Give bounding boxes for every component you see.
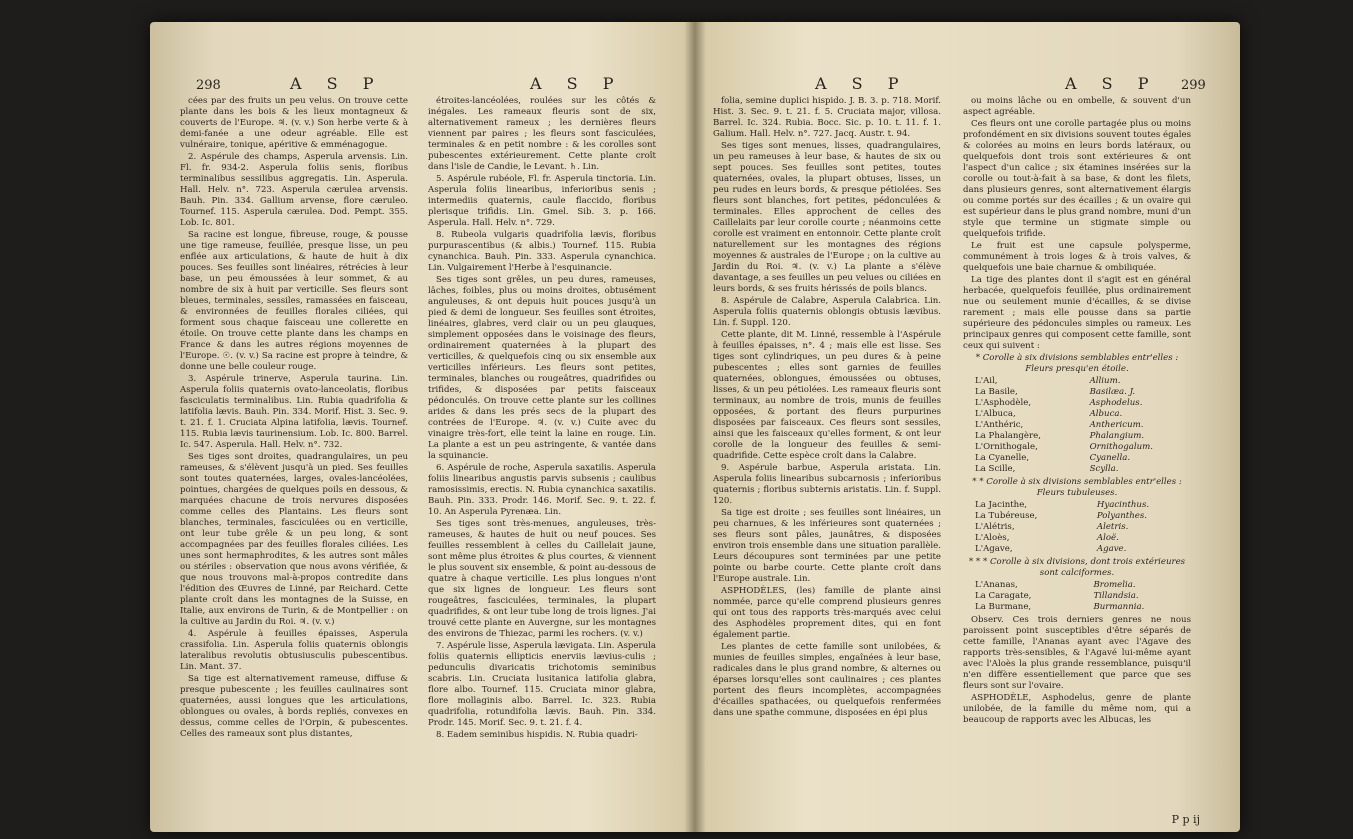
genus-french-name: La Burmane, <box>975 602 1032 612</box>
genus-latin-name: Hyacinthus. <box>1096 500 1150 510</box>
genus-list <box>963 580 1191 613</box>
genus-latin-name: Albuca. <box>1089 409 1123 419</box>
signature-mark: P p ij <box>1171 813 1200 826</box>
group-heading: * * * Corolle à six divisions, dont trois extérieures sont calciformes. <box>968 557 1186 578</box>
genus-latin-name: Basilæa. J. <box>1089 387 1136 397</box>
genus-french-name: La Basile, <box>975 387 1018 397</box>
genus-row <box>963 464 1191 475</box>
genus-latin-name: Allium. <box>1089 376 1121 386</box>
genus-latin-name: Tillandsia. <box>1093 591 1139 601</box>
paragraph: folia, semine duplici hispido. J. B. 3. p. 718. Morif. Hist. 3. Sec. 9. t. 21. f. 5. Cruciata major, villosa. Barrel. Ic. 324. Rubia. Bocc. Sic. p. 10. t. 11. f. 1. Galium. Hall. Helv. n°. 727. Jacq. Austr. t. 94. <box>713 96 941 139</box>
genus-latin-name: Asphodelus. <box>1089 398 1143 408</box>
genus-row <box>963 544 1191 555</box>
genus-list <box>963 500 1191 555</box>
running-head: A S P <box>530 74 624 93</box>
genus-french-name: L'Anthéric, <box>975 420 1024 430</box>
genus-french-name: L'Aloès, <box>975 533 1010 543</box>
genus-latin-name: Anthericum. <box>1089 420 1144 430</box>
genus-latin-name: Aloë. <box>1096 533 1119 543</box>
genus-row <box>963 580 1191 591</box>
genus-latin-name: Polyanthes. <box>1096 511 1147 521</box>
genus-french-name: L'Asphodèle, <box>975 398 1032 408</box>
book-spread <box>150 22 1240 832</box>
genus-french-name: La Jacinthe, <box>975 500 1028 510</box>
genus-french-name: La Scille, <box>975 464 1016 474</box>
genus-row <box>963 522 1191 533</box>
genus-french-name: La Cyanelle, <box>975 453 1030 463</box>
paragraph: 3. Aspérule trinerve, Asperula taurina. Lin. Asperula foliis quaternis ovato-lanceolatis, floribus fasciculatis terminalibus. Lin. Rubia quadrifolia & latifolia lævis. Bauh. Pin. 334. Morif. Hist. 3. Sec. 9. t. 21. f. 1. Cruciata Alpina latifolia, lævis. Tournef. 115. Rubia lævis taurinensium. Lob. Ic. 800. Barrel. Ic. 547. Asperula. Hall. Helv. n°. 732. <box>180 374 408 450</box>
genus-latin-name: Bromelia. <box>1093 580 1136 590</box>
genus-french-name: La Caragate, <box>975 591 1032 601</box>
paragraph: cées par des fruits un peu velus. On trouve cette plante dans les bois & les lieux montagneux & couverts de l'Europe. ♃. (v. v.) Son herbe verte & à demi-fanée a une odeur agréable. Elle est vulnéraire, tonique, apéritive & emménagogue. <box>180 96 408 150</box>
paragraph: Ses tiges sont très-menues, anguleuses, très-rameuses, & hautes de huit ou neuf pouces. Ses feuilles ressemblent à celles du Caillelait jaune, sont même plus étroites & plus courtes, & viennent le plus souvent six ensemble, & point au-dessous de quatre à chaque verticille. Les plus longues n'ont que six lignes de longueur. Les fleurs sont rougeâtres, fasciculées, terminales, la plupart quadrifides, & ont leur tube long de trois lignes. J'ai trouvé cette plante en Auvergne, sur les montagnes des environs de Thiezac, parmi les rochers. (v. v.) <box>428 519 656 639</box>
paragraph: 8. Eadem seminibus hispidis. N. Rubia quadri- <box>436 730 638 740</box>
running-head: A S P <box>815 74 909 93</box>
genus-row <box>963 500 1191 511</box>
paragraph: Ses tiges sont droites, quadrangulaires, un peu rameuses, & s'élèvent jusqu'à un pied. Ses feuilles sont toutes quaternées, larges, ovales-lancéolées, pointues, chargées de quelques poils en dessous, & marquées chacune de trois nervures disposées comme celles des Plantains. Les fleurs sont blanches, terminales, fasciculées ou en verticille, ont leur tube grêle & un peu long, & sont accompagnées par des feuilles florales ciliées. Les unes sont hermaphrodites, & les autres sont mâles ou stériles : observation que nous avons vérifiée, & que nous trouvons mal-à-propos contredite dans l'édition des Œuvres de Linné, par Reichard. Cette plante croît dans les montagnes de la Suisse, en Italie, aux environs de Turin, & de Montpellier : on la cultive au Jardin du Roi. ♃. (v. v.) <box>180 452 408 627</box>
genus-latin-name: Agave. <box>1096 544 1127 554</box>
genus-row <box>963 602 1191 613</box>
paragraph: 2. Aspérule des champs, Asperula arvensis. Lin. Fl. fr. 934-2. Asperula foliis senis, floribus terminalibus sessilibus aggregatis. Lin. Asperula. Hall. Helv. n°. 723. Asperula cærulea arvensis. Bauh. Pin. 334. Gallium arvense, flore cæruleo. Tournef. 115. Asperula cærulea. Dod. Pempt. 355. Lob. Ic. 801. <box>180 152 408 228</box>
paragraph: 8. Rubeola vulgaris quadrifolia lævis, floribus purpurascentibus (& albis.) Tournef. 115. Rubia cynanchica. Bauh. Pin. 333. Asperula cynanchica. Lin. Vulgairement l'Herbe à l'esquinancie. <box>428 230 656 273</box>
paragraph: Observ. Ces trois derniers genres ne nous paroissent point susceptibles d'être séparés de cette famille, l'Ananas ayant avec l'Agave des rapports très-sensibles, & l'Agavé lui-même ayant avec l'Aloès la plus grande ressemblance, puisqu'il n'en diffère essentiellement que parce que ses fleurs sont sur l'ovaire. <box>963 615 1191 691</box>
genus-french-name: L'Agave, <box>975 544 1013 554</box>
paragraph: Les plantes de cette famille sont unilobées, & munies de feuilles simples, engaînées à leur base, radicales dans le plus grand nombre, & alternes ou éparses lorsqu'elles sont caulinaires ; ces plantes portent des fleurs incomplètes, accompagnées d'écailles spathacées, ou quelquefois renfermées dans une spathe commune, disposées en épi plus <box>713 642 941 718</box>
text-column <box>963 96 1191 727</box>
genus-row <box>963 387 1191 398</box>
genus-latin-name: Phalangium. <box>1089 431 1145 441</box>
genus-row <box>963 453 1191 464</box>
genus-french-name: L'Ananas, <box>975 580 1018 590</box>
genus-latin-name: Scylla. <box>1089 464 1119 474</box>
page-number: 298 <box>196 78 221 93</box>
genus-french-name: L'Albuca, <box>975 409 1016 419</box>
running-head: A S P <box>290 74 384 93</box>
paragraph: Sa tige est droite ; ses feuilles sont linéaires, un peu charnues, & les inférieures sont quaternées ; ses fleurs sont pâles, jaunâtres, & disposées environ trois ensemble dans une situation parallèle. Leurs découpures sont terminées par une petite pointe ou barbe courte. Cette plante croît dans l'Europe australe. Lin. <box>713 508 941 584</box>
genus-french-name: La Tubéreuse, <box>975 511 1038 521</box>
paragraph: La tige des plantes dont il s'agit est en général herbacée, quelquefois feuillée, plus ordinairement nue ou seulement munie d'écailles, & se divise rarement ; mais elle pousse dans sa partie supérieure des pédoncules simples ou rameux. Les principaux genres qui composent cette famille, sont ceux qui suivent : <box>963 275 1191 351</box>
genus-french-name: L'Ail, <box>975 376 998 386</box>
paragraph: Ses tiges sont grêles, un peu dures, rameuses, lâches, foibles, plus ou moins droites, obtusément anguleuses, & ont depuis huit pouces jusqu'à un pied & demi de longueur. Ses feuilles sont étroites, linéaires, glabres, verd clair ou un peu glauques, simplement opposées dans le voisinage des fleurs, ordinairement quaternées à la plupart des verticilles, & quelquefois cinq ou six ensemble aux verticilles inférieurs. Les fleurs sont petites, terminales, blanches ou rougeâtres, quadrifides ou trifides, & disposées par petits faisceaux pédonculés. On trouve cette plante sur les collines arides & dans les prés secs de la plupart des contrées de l'Europe. ♃. (v. v.) Cuite avec du vinaigre très-fort, elle teint la laine en rouge. Lin. La plante a est un peu astringente, & vantée dans la squinancie. <box>428 275 656 461</box>
paragraph: 6. Aspérule de roche, Asperula saxatilis. Asperula foliis linearibus angustis parvis subsenis ; caulibus ramosissimis, erectis. N. Rubia cynanchica saxatilis. Bauh. Pin. 333. Prodr. 146. Morif. Sec. 9. t. 22. f. 10. An Asperula Pyrenæa. Lin. <box>428 463 656 517</box>
paragraph: 9. Aspérule barbue, Asperula aristata. Lin. Asperula foliis linearibus subcarnosis ; inferioribus quaternis ; floribus subternis aristatis. Lin. f. Suppl. 120. <box>713 463 941 506</box>
genus-row <box>963 442 1191 453</box>
genus-row <box>963 420 1191 431</box>
genus-latin-name: Aletris. <box>1096 522 1129 532</box>
genus-row <box>963 409 1191 420</box>
left-page <box>150 22 690 832</box>
right-page <box>695 22 1240 832</box>
genus-french-name: L'Ornithogale, <box>975 442 1038 452</box>
paragraph: 5. Aspérule rubéole, Fl. fr. Asperula tinctoria. Lin. Asperula foliis linearibus, inferioribus senis ; intermediis quaternis, caule flaccido, floribus plerisque trifidis. Lin. Gmel. Sib. 3. p. 166. Asperula. Hall. Helv. n°. 729. <box>428 174 656 228</box>
paragraph: 4. Aspérule à feuilles épaisses, Asperula crassifolia. Lin. Asperula foliis quaternis oblongis lateralibus revolutis obtusiusculis pubescentibus. Lin. Mant. 37. <box>180 629 408 672</box>
paragraph: Ses tiges sont menues, lisses, quadrangulaires, un peu rameuses à leur base, & hautes de six ou sept pouces. Ses feuilles sont petites, toutes quaternées, ovales, la plupart obtuses, lisses, un peu rudes en leurs bords, & presque pétiolées. Ses fleurs sont blanches, fort petites, pédonculées & terminales. Elles approchent de celles des Caillelaits par leur corolle courte ; néanmoins cette corolle est vraiment en entonnoir. Cette plante croît naturellement sur les montagnes des régions moyennes & australes de l'Europe ; on la cultive au Jardin du Roi. ♃. (v. v.) La plante a s'élève davantage, a ses feuilles un peu velues ou ciliées en leurs bords, & ses fruits hérissés de poils blancs. <box>713 141 941 294</box>
paragraph: étroites-lancéolées, roulées sur les côtés & inégales. Les rameaux fleuris sont de six, alternativement rameux ; les dernières fleurs viennent par paires ; les fleurs sont fasciculées, terminales & en petit nombre : & les corolles sont pubescentes extérieurement. Cette plante croît dans l'isle de Candie, le Levant. ♄. Lin. <box>428 96 656 172</box>
page-number: 299 <box>1181 78 1206 93</box>
genus-row <box>963 376 1191 387</box>
genus-row <box>963 511 1191 522</box>
paragraph: Sa racine est longue, fibreuse, rouge, & pousse une tige rameuse, feuillée, presque lisse, un peu enflée aux articulations, & haute de huit à dix pouces. Ses feuilles sont linéaires, rétrécies à leur base, un peu émoussées à leur sommet, & au nombre de six à huit par verticille. Ses fleurs sont bleues, terminales, sessiles, ramassées en faisceau, & environnées de feuilles florales ciliées, qui forment sous chaque faisceau une collerette en étoile. On trouve cette plante dans les champs en France & dans les autres régions moyennes de l'Europe. ☉. (v. v.) Sa racine est propre à teindre, & donne une belle couleur rouge. <box>180 230 408 372</box>
paragraph: ASPHODÈLES, (les) famille de plante ainsi nommée, parce qu'elle comprend plusieurs genres qui ont tous des rapports très-marqués avec celui des Asphodèles proprement dites, qui en font également partie. <box>713 586 941 640</box>
genus-row <box>963 533 1191 544</box>
genus-list <box>963 376 1191 475</box>
group-heading: * * Corolle à six divisions semblables entr'elles : Fleurs tubuleuses. <box>972 477 1182 498</box>
paragraph: Le fruit est une capsule polysperme, communément à trois loges & à trois valves, & quelquefois une baie charnue & ombiliquée. <box>963 241 1191 273</box>
text-column <box>180 96 408 741</box>
genus-row <box>963 431 1191 442</box>
genus-latin-name: Cyanella. <box>1089 453 1131 463</box>
text-column <box>713 96 941 720</box>
paragraph: ou moins lâche ou en ombelle, & souvent d'un aspect agréable. <box>963 96 1191 117</box>
group-heading: * Corolle à six divisions semblables entr'elles : Fleurs presqu'en étoile. <box>975 353 1179 374</box>
paragraph: 8. Aspérule de Calabre, Asperula Calabrica. Lin. Asperula foliis quaternis oblongis obtusis lævibus. Lin. f. Suppl. 120. <box>713 296 941 328</box>
genus-latin-name: Burmannia. <box>1093 602 1145 612</box>
paragraph: ASPHODÈLE, Asphodelus, genre de plante unilobée, de la famille du même nom, qui a beaucoup de rapports avec les Albucas, les <box>963 693 1191 725</box>
genus-french-name: L'Alétris, <box>975 522 1015 532</box>
paragraph: Ces fleurs ont une corolle partagée plus ou moins profondément en six divisions souvent toutes égales & colorées au moins en leurs bords latéraux, ou quelquefois dont trois sont extérieures & ont l'aspect d'un calice ; six étamines insérées sur la corolle ou tout-à-fait à sa base, & dont les filets, dans plusieurs genres, sont alternativement élargis ou comme portés sur des écailles ; & un ovaire qui est supérieur dans le plus grand nombre, muni d'un style que termine un stigmate simple ou quelquefois trifide. <box>963 119 1191 239</box>
genus-latin-name: Ornithogalum. <box>1089 442 1153 452</box>
running-head: A S P <box>1065 74 1159 93</box>
genus-row <box>963 398 1191 409</box>
paragraph: Cette plante, dit M. Linné, ressemble à l'Aspérule à feuilles épaisses, n°. 4 ; mais elle est lisse. Ses tiges sont cylindriques, un peu dures & à peine pubescentes ; elles sont garnies de feuilles quaternées, oblongues, émoussées ou obtuses, lisses, & un peu pétiolées. Les rameaux fleuris sont terminaux, au nombre de trois, munis de feuilles opposées, & portant des fleurs purpurines disposées par faisceaux. Ces fleurs sont sessiles, ainsi que les faisceaux qu'elles forment, & ont leur corolle de la longueur des feuilles & semi-quadrifide. Cette espèce croît dans la Calabre. <box>713 330 941 461</box>
genus-french-name: La Phalangère, <box>975 431 1041 441</box>
paragraph: 7. Aspérule lisse, Asperula lævigata. Lin. Asperula foliis quaternis ellipticis enerviis lævius-culis ; pedunculis divaricatis trichotomis seminibus scabris. Lin. Cruciata lusitanica latifolia glabra, flore albo. Tournef. 115. Cruciata minor glabra, flore mollaginis albo. Barrel. Ic. 323. Rubia quadrifolia, rotundifolia lævis. Bauh. Pin. 334. Prodr. 145. Morif. Sec. 9. t. 21. f. 4. <box>428 641 656 728</box>
text-column <box>428 96 656 742</box>
genus-row <box>963 591 1191 602</box>
paragraph: Sa tige est alternativement rameuse, diffuse & presque pubescente ; les feuilles caulinaires sont quaternées, aussi longues que les articulations, oblongues ou ovales, à bords repliés, convexes en dessus, comme celles de l'Orpin, & pubescentes. Celles des rameaux sont plus distantes, <box>180 674 408 739</box>
